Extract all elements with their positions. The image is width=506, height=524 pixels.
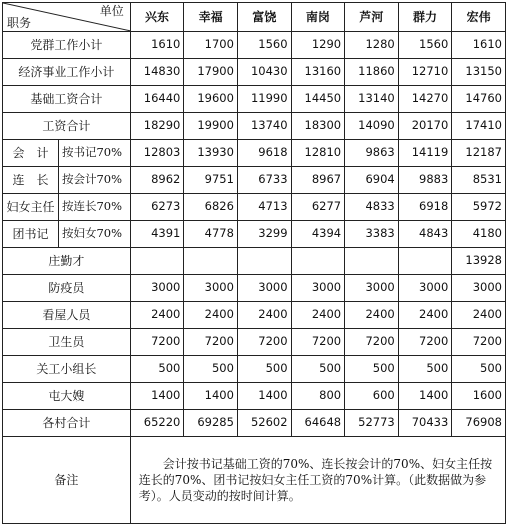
value-cell: 2400 — [452, 302, 506, 329]
value-cell — [184, 248, 238, 275]
value-cell: 18300 — [291, 113, 345, 140]
table-row — [3, 113, 506, 140]
value-cell: 1290 — [291, 32, 345, 59]
value-cell: 14270 — [398, 86, 452, 113]
header-corner-cell — [3, 3, 131, 32]
village-header: 南岗 — [291, 3, 345, 32]
value-cell: 4713 — [237, 194, 291, 221]
row-label: 团书记 — [3, 221, 59, 248]
value-cell: 500 — [291, 356, 345, 383]
value-cell: 3299 — [237, 221, 291, 248]
value-cell: 11990 — [237, 86, 291, 113]
row-label: 妇女主任 — [3, 194, 59, 221]
value-cell: 2400 — [237, 302, 291, 329]
table-row — [3, 356, 506, 383]
value-cell: 14830 — [130, 59, 184, 86]
unit-label: 单位 — [99, 4, 124, 18]
value-cell: 4180 — [452, 221, 506, 248]
value-cell: 3000 — [130, 275, 184, 302]
value-cell: 7200 — [130, 329, 184, 356]
table-row — [3, 329, 506, 356]
row-label: 看屋人员 — [3, 302, 131, 329]
value-cell: 13140 — [345, 86, 399, 113]
value-cell: 3000 — [237, 275, 291, 302]
value-cell: 64648 — [291, 410, 345, 437]
row-sublabel: 按书记70% — [58, 140, 130, 167]
note-label: 备注 — [3, 437, 131, 524]
value-cell: 1400 — [184, 383, 238, 410]
value-cell: 4394 — [291, 221, 345, 248]
value-cell: 17900 — [184, 59, 238, 86]
value-cell: 13928 — [452, 248, 506, 275]
value-cell: 52602 — [237, 410, 291, 437]
value-cell: 3000 — [452, 275, 506, 302]
row-label: 基础工资合计 — [3, 86, 131, 113]
value-cell: 6904 — [345, 167, 399, 194]
value-cell: 12810 — [291, 140, 345, 167]
value-cell: 1400 — [398, 383, 452, 410]
row-label: 党群工作小计 — [3, 32, 131, 59]
value-cell: 1600 — [452, 383, 506, 410]
value-cell: 10430 — [237, 59, 291, 86]
value-cell: 19600 — [184, 86, 238, 113]
value-cell: 9751 — [184, 167, 238, 194]
value-cell — [291, 248, 345, 275]
value-cell: 3000 — [398, 275, 452, 302]
value-cell: 500 — [237, 356, 291, 383]
value-cell: 7200 — [345, 329, 399, 356]
value-cell — [345, 248, 399, 275]
value-cell: 19900 — [184, 113, 238, 140]
value-cell: 2400 — [398, 302, 452, 329]
value-cell: 14090 — [345, 113, 399, 140]
table-row — [3, 59, 506, 86]
value-cell: 12710 — [398, 59, 452, 86]
table-row — [3, 275, 506, 302]
value-cell: 14760 — [452, 86, 506, 113]
value-cell: 7200 — [184, 329, 238, 356]
row-label: 庄勤才 — [3, 248, 131, 275]
village-header: 群力 — [398, 3, 452, 32]
value-cell: 3383 — [345, 221, 399, 248]
value-cell: 7200 — [291, 329, 345, 356]
value-cell: 13160 — [291, 59, 345, 86]
value-cell: 65220 — [130, 410, 184, 437]
table-row — [3, 167, 506, 194]
table-row — [3, 86, 506, 113]
value-cell: 1280 — [345, 32, 399, 59]
value-cell: 6273 — [130, 194, 184, 221]
header-row — [3, 3, 506, 32]
table-row — [3, 140, 506, 167]
value-cell: 3000 — [345, 275, 399, 302]
value-cell: 70433 — [398, 410, 452, 437]
row-label: 防疫员 — [3, 275, 131, 302]
value-cell: 1400 — [237, 383, 291, 410]
role-label: 职务 — [7, 16, 32, 30]
note-text: 会计按书记基础工资的70%、连长按会计的70%、妇女主任按连长的70%、团书记按妇女主任工资的70%计算。（此数据做为参考）。人员变动的按时间计算。 — [130, 437, 505, 524]
table-row — [3, 194, 506, 221]
value-cell: 14450 — [291, 86, 345, 113]
value-cell: 14119 — [398, 140, 452, 167]
value-cell: 2400 — [345, 302, 399, 329]
value-cell: 13740 — [237, 113, 291, 140]
table-row — [3, 410, 506, 437]
value-cell: 500 — [452, 356, 506, 383]
value-cell: 3000 — [291, 275, 345, 302]
value-cell: 500 — [184, 356, 238, 383]
row-label: 卫生员 — [3, 329, 131, 356]
value-cell: 1610 — [130, 32, 184, 59]
value-cell: 18290 — [130, 113, 184, 140]
value-cell: 1560 — [398, 32, 452, 59]
table-row — [3, 221, 506, 248]
value-cell: 17410 — [452, 113, 506, 140]
value-cell: 12187 — [452, 140, 506, 167]
row-label: 会 计 — [3, 140, 59, 167]
value-cell: 4843 — [398, 221, 452, 248]
value-cell: 69285 — [184, 410, 238, 437]
value-cell: 500 — [345, 356, 399, 383]
value-cell: 6277 — [291, 194, 345, 221]
value-cell: 4391 — [130, 221, 184, 248]
value-cell — [130, 248, 184, 275]
value-cell: 1560 — [237, 32, 291, 59]
value-cell: 8967 — [291, 167, 345, 194]
value-cell: 9863 — [345, 140, 399, 167]
value-cell: 9618 — [237, 140, 291, 167]
village-header: 兴东 — [130, 3, 184, 32]
value-cell: 7200 — [452, 329, 506, 356]
village-header: 幸福 — [184, 3, 238, 32]
value-cell: 2400 — [184, 302, 238, 329]
table-row — [3, 302, 506, 329]
note-row — [3, 437, 506, 524]
salary-table — [2, 2, 506, 524]
value-cell: 6918 — [398, 194, 452, 221]
value-cell — [237, 248, 291, 275]
value-cell: 13150 — [452, 59, 506, 86]
value-cell: 76908 — [452, 410, 506, 437]
village-header: 宏伟 — [452, 3, 506, 32]
value-cell: 7200 — [237, 329, 291, 356]
row-sublabel: 按妇女70% — [58, 221, 130, 248]
value-cell: 3000 — [184, 275, 238, 302]
value-cell: 6733 — [237, 167, 291, 194]
village-header: 富饶 — [237, 3, 291, 32]
value-cell: 1700 — [184, 32, 238, 59]
row-sublabel: 按会计70% — [58, 167, 130, 194]
value-cell: 8962 — [130, 167, 184, 194]
row-label: 关工小组长 — [3, 356, 131, 383]
value-cell — [398, 248, 452, 275]
row-label: 工资合计 — [3, 113, 131, 140]
value-cell: 7200 — [398, 329, 452, 356]
value-cell: 5972 — [452, 194, 506, 221]
value-cell: 12803 — [130, 140, 184, 167]
value-cell: 13930 — [184, 140, 238, 167]
value-cell: 20170 — [398, 113, 452, 140]
row-label: 屯大嫂 — [3, 383, 131, 410]
value-cell: 6826 — [184, 194, 238, 221]
value-cell: 2400 — [291, 302, 345, 329]
row-sublabel: 按连长70% — [58, 194, 130, 221]
value-cell: 4778 — [184, 221, 238, 248]
value-cell: 2400 — [130, 302, 184, 329]
value-cell: 500 — [130, 356, 184, 383]
value-cell: 52773 — [345, 410, 399, 437]
value-cell: 9883 — [398, 167, 452, 194]
row-label: 连 长 — [3, 167, 59, 194]
row-label: 经济事业工作小计 — [3, 59, 131, 86]
value-cell: 16440 — [130, 86, 184, 113]
table-row — [3, 248, 506, 275]
value-cell: 4833 — [345, 194, 399, 221]
value-cell: 11860 — [345, 59, 399, 86]
table-row — [3, 383, 506, 410]
village-header: 芦河 — [345, 3, 399, 32]
value-cell: 800 — [291, 383, 345, 410]
value-cell: 1400 — [130, 383, 184, 410]
table-row — [3, 32, 506, 59]
value-cell: 1610 — [452, 32, 506, 59]
value-cell: 500 — [398, 356, 452, 383]
row-label: 各村合计 — [3, 410, 131, 437]
value-cell: 8531 — [452, 167, 506, 194]
value-cell: 600 — [345, 383, 399, 410]
